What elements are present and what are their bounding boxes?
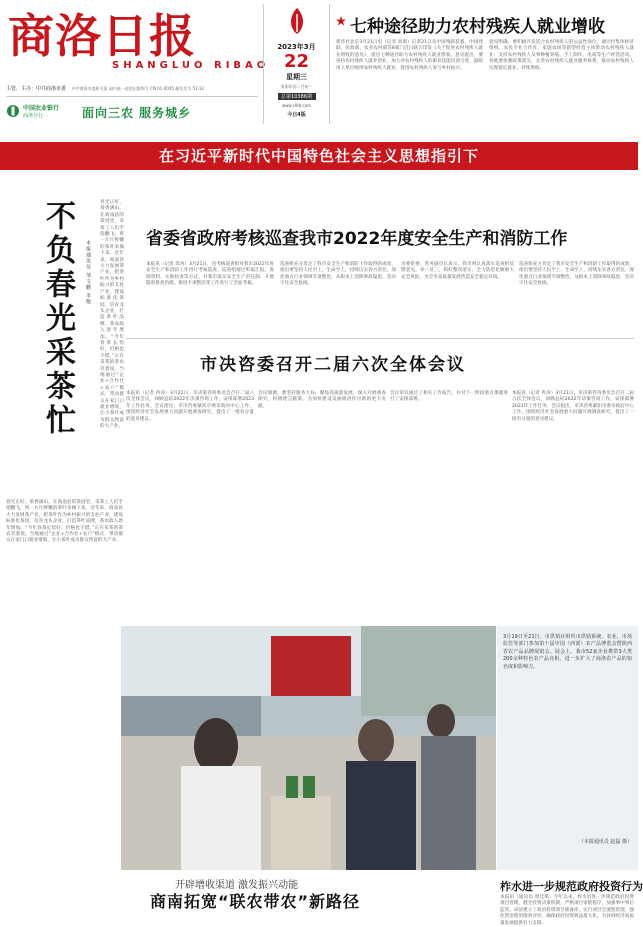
story3-headline: 商南拓宽“联农带农”新路径: [150, 892, 361, 911]
bank-logo: [6, 102, 70, 124]
top-story-lead: 新华社北京3月21日电（记者 高蕾）记者21日从中国残联获悉，中国残联、民政部、农业农村部等8部门近日联合印发《关于促进农村残疾人就业增收的意见》，提出七种途径助力农村残疾人就业增收。意见提出，要扶持农村残疾人就业创业，加大对农村残疾人的职业技能培训力度，鼓励用人单位吸纳农村残疾人就业，促进农村残疾人参与乡村振兴。: [336, 40, 484, 71]
story2-headline: 市决咨委召开二届六次全体会议: [200, 355, 466, 375]
story1-body-4: 巡查组充分肯定了我市安全生产和消防工作取得的成效，指出要坚持人民至上、生命至上，持续压实各方责任，深化重点行业领域专项整治，从根本上消除事故隐患，坚决守住安全底线。: [519, 262, 634, 287]
story1-body-2: 巡查组充分肯定了我市安全生产和消防工作取得的成效，指出要坚持人民至上、生命至上，持续压实各方责任，深化重点行业领域专项整治，从根本上消除事故隐患，坚决守住安全底线。: [280, 262, 396, 287]
masthead-title: 商洛日报: [8, 9, 196, 63]
story1-body-3: 市委常委、常务副市长表示，我市将认真落实巡查组反馈意见，举一反三，抓好整改落实，全力防范化解重大安全风险，为全市高质量发展营造安全稳定环境。: [401, 262, 514, 280]
date-weekday: 星期三: [286, 73, 307, 81]
story1-headline: 省委省政府考核巡查我市2022年度安全生产和消防工作: [146, 229, 568, 249]
bank-name: 中国农业银行: [23, 105, 60, 112]
commentary-body-upper: 春光正好，茶香满山。在商南县的茶园里，采茶工人们手指翻飞，将一片片鲜嫩的茶叶采摘下来。近年来，商南县大力发展茶产业，把茶叶作为乡村振兴的支柱产业，建设标准化茶园，培育龙头企业，打造茶叶品牌，茶农收入逐年增加。“今年春茶长势好，价格也不错。”正在采茶的茶农笑着说。当地通过“企业+合作社+农户”模式，带动群众在家门口就业增收，让小茶叶成为群众致富的大产业。: [100, 200, 124, 430]
expo-photo: [121, 626, 496, 870]
top-story-headline: 七种途径助力农村残疾人就业增收: [350, 17, 605, 37]
commentary-byline: 本报通讯员 邹文鹏 李敬: [85, 240, 91, 306]
photo-caption-box: [497, 626, 638, 870]
bank-emblem-icon: [6, 104, 20, 118]
story2-body-3: 会议审议通过了相关工作报告，并对下一阶段重点课题进行了安排部署。: [390, 391, 508, 403]
story4-body: 本报讯（通讯员 周佳琪）今年以来，柞水县进一步规范政府投资项目管理，健全投资决策机制，严格项目审批程序，加强事中事后监管。该县建立了政府投资项目储备库，实行项目全流程管理，强化资金使用绩效评价，确保政府投资效益最大化，为县域经济高质量发展提供有力支撑。: [500, 895, 634, 926]
masthead-pinyin: SHANGLUO RIBAO: [112, 60, 270, 71]
date-issue: 总第10386期: [278, 93, 316, 100]
story3-kicker: 开辟增收渠道 激发振兴动能: [175, 880, 299, 891]
newspaper-emblem-icon: [285, 6, 309, 36]
story2-body-1: 本报讯（记者 冉涛）3月21日，市决策咨询委员会召开二届六次全体会议，回顾总结2022年决策咨询工作，安排部署2023年工作任务。会议指出，市决咨委紧扣市委市政府中心工作，围绕经济社会发展重大问题开展调查研究，提出了一批有分量的意见建议。: [126, 391, 254, 422]
story2-body-2: 会议强调，要坚持服务大局，聚焦高质量发展，深入开展调查研究，积极建言献策，为加快建设美丽商洛作出新的更大贡献。: [258, 391, 386, 409]
photo-credit: （本报通讯员 赵磊 摄）: [578, 839, 632, 845]
date-year-month: 2023年3月: [277, 43, 316, 51]
story4-headline: 柞水进一步规范政府投资行为: [500, 880, 643, 893]
date-day: 22: [283, 51, 310, 72]
sponsor-text: 主管、主办：中共商洛市委: [6, 86, 67, 92]
story1-body-1: 本报讯（记者 余涛）3月21日，省考核巡查组对我市2022年度安全生产和消防工作进行考核巡查。巡查组通过听取汇报、查阅资料、实地检查等方式，对我市落实安全生产责任制、开展隐患排查治理、推进专项整治等工作进行了全面考核。: [146, 262, 274, 287]
theme-banner: 在习近平新时代中国特色社会主义思想指引下: [0, 142, 638, 170]
masthead-divider: [6, 96, 258, 97]
date-pages: 今日4版: [287, 112, 306, 118]
date-lunar: 癸卯年闰二月初一: [280, 84, 313, 89]
top-story-body: 意见明确，要积极开发适合农村残疾人的公益性岗位，通过村集体经济组织、农民专业合作社、家庭农场等新型经营主体带动农村残疾人就业；支持农村残疾人从事种植养殖、手工制作、电商等生产经营活动。各地要加强政策落实，完善农村残疾人就业服务体系，推动农村残疾人实现稳定就业、持续增收。: [489, 40, 634, 71]
date-web: www.sllrb.com: [281, 103, 312, 108]
photo-caption: 3月19日至21日，市供销社组织市供销系统、农业、市场监管等部门参加第十届中国（西部）农产品博览会暨陕西省农产品品牌展销会。展会上，我市52家企业携带3大类200余种特色农产品亮相，进一步扩大了商洛农产品的知名度和影响力。: [503, 634, 632, 670]
bank-branch: 商洛分行: [23, 113, 44, 119]
star-icon: [336, 16, 346, 26]
story1-divider: [126, 338, 634, 339]
commentary-headline: 不负春光采茶忙: [40, 200, 75, 438]
expo-photo-image: [121, 626, 496, 870]
sponsor-extra: 中共商洛市委机关报 国内统一连续出版物号 CN 61-0045 邮发代号 51-32: [71, 86, 205, 91]
story2-body-4: 本报讯（记者 冉涛）3月21日，市决策咨询委员会召开二届六次全体会议，回顾总结2022年决策咨询工作，安排部署2023年工作任务。会议指出，市决咨委紧扣市委市政府中心工作，围绕经济社会发展重大问题开展调查研究，提出了一批有分量的意见建议。: [512, 391, 634, 422]
masthead-sponsor: [6, 85, 204, 92]
date-box: [263, 4, 330, 124]
commentary-body-lower: 春光正好，茶香满山。在商南县的茶园里，采茶工人们手指翻飞，将一片片鲜嫩的茶叶采摘下来。近年来，商南县大力发展茶产业，把茶叶作为乡村振兴的支柱产业，建设标准化茶园，培育龙头企业，打造茶叶品牌，茶农收入逐年增加。“今年春茶长势好，价格也不错。”正在采茶的茶农笑着说。当地通过“企业+合作社+农户”模式，带动群众在家门口就业增收，让小茶叶成为群众致富的大产业。: [6, 500, 123, 544]
bank-slogan: 面向三农 服务城乡: [82, 106, 192, 120]
